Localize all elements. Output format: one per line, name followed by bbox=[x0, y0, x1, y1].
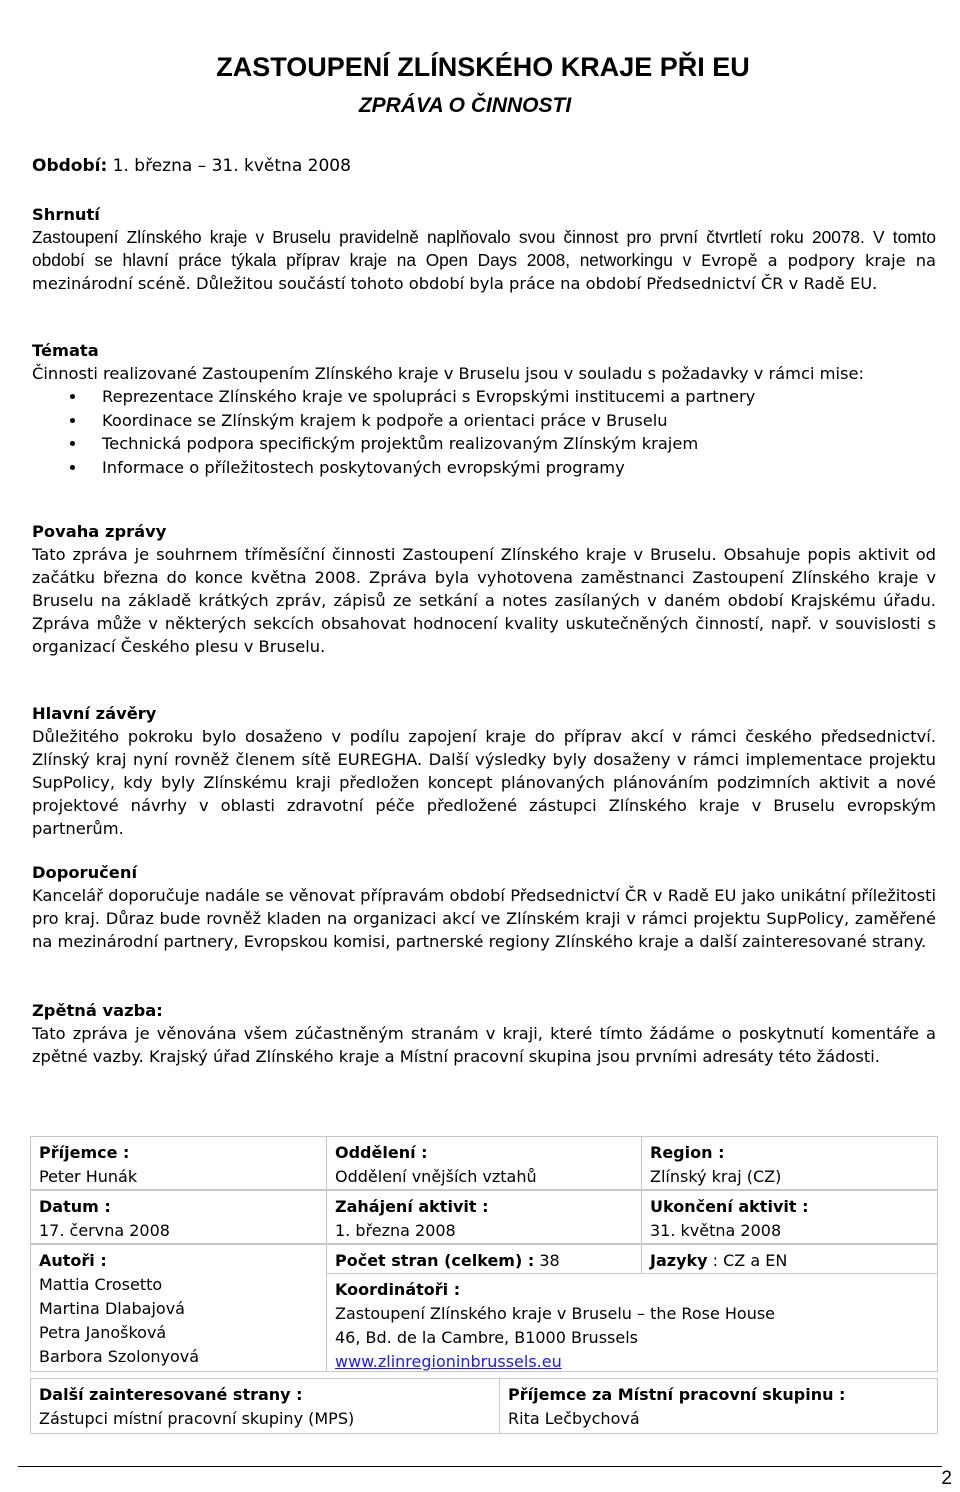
page-number: 2 bbox=[941, 1468, 952, 1489]
list-item: Technická podpora specifickým projektům realizovaným Zlínským krajem bbox=[32, 432, 936, 456]
period bbox=[32, 156, 351, 176]
conclusions-text: Důležitého pokroku bylo dosaženo v podílu zapojení kraje do příprav akcí v rámci českého předsednictví. Zlínský kraj nyní rovněž členem sítě EUREGHA. Další výsledky byly dosaženy v rámci implementace projektu SupPolicy, kdy byly Zlínskému kraji předložen koncept plánovaných plánováním podzimních aktivit a nové projektové návrhy v oblasti zdravotní péče předložené zástupci Zlínského kraje v Bruselu evropským partnerům. bbox=[32, 727, 936, 838]
stakeholders-cell: Další zainteresované strany : Zástupci místní pracovní skupiny (MPS) bbox=[30, 1378, 500, 1434]
department-cell: Oddělení : Oddělení vnějších vztahů bbox=[326, 1136, 642, 1190]
page-count-cell: Počet stran (celkem) : 38 bbox=[326, 1244, 642, 1274]
section-topics bbox=[32, 339, 936, 479]
recommendations-text: Kancelář doporučuje nadále se věnovat přípravám období Předsednictví ČR v Radě EU jako unikátní příležitosti pro kraj. Důraz bude rovněž kladen na organizaci akcí ve Zlínském kraji v rámci projektu SupPolicy, zaměřené na mezinárodní partnery, Evropskou komisi, partnerské regiony Zlínského kraje a další zainteresované strany. bbox=[32, 886, 936, 951]
coordinators-cell: Koordinátoři : Zastoupení Zlínského kraje v Bruselu – the Rose House 46, Bd. de la Cambre, B1000 Brussels www.zlinregioninbrussels.eu bbox=[326, 1273, 938, 1372]
end-cell: Ukončení aktivit : 31. května 2008 bbox=[641, 1190, 938, 1244]
section-report-nature bbox=[32, 520, 936, 658]
report-nature-text: Tato zpráva je souhrnem tříměsíční činnosti Zastoupení Zlínského kraje v Bruselu. Obsahuje popis aktivit od začátku března do konce května 2008. Zpráva byla vyhotovena zaměstnanci Zastoupení Zlínského kraje v Bruselu na základě krátkých zpráv, zápisů ze setkání a notes zasílaných v daném období Krajskému úřadu. Zpráva může v některých sekcích obsahovat hodnocení kvality uskutečněných činností, např. v souvislosti s organizací Českého plesu v Bruselu. bbox=[32, 545, 936, 656]
recommendations-heading: Doporučení bbox=[32, 863, 138, 882]
document-title: ZASTOUPENÍ ZLÍNSKÉHO KRAJE PŘI EU bbox=[216, 52, 750, 82]
mps-recipient-cell: Příjemce za Místní pracovní skupinu : Rita Lečbychová bbox=[499, 1378, 938, 1434]
recipient-cell: Příjemce : Peter Hunák bbox=[30, 1136, 327, 1190]
start-cell: Zahájení aktivit : 1. března 2008 bbox=[326, 1190, 642, 1244]
list-item: Informace o příležitostech poskytovaných evropskými programy bbox=[32, 456, 936, 480]
list-item: Reprezentace Zlínského kraje ve spolupráci s Evropskými institucemi a partnery bbox=[32, 385, 936, 409]
section-conclusions bbox=[32, 702, 936, 840]
document-subtitle: ZPRÁVA O ČINNOSTI bbox=[358, 94, 572, 117]
region-cell: Region : Zlínský kraj (CZ) bbox=[641, 1136, 938, 1190]
period-label: Období: bbox=[32, 156, 108, 176]
website-link[interactable]: www.zlinregioninbrussels.eu bbox=[335, 1352, 562, 1371]
topics-list bbox=[32, 385, 936, 479]
feedback-heading: Zpětná vazba: bbox=[32, 1001, 163, 1020]
list-item: Koordinace se Zlínským krajem k podpoře a orientaci práce v Bruselu bbox=[32, 409, 936, 433]
topics-intro: Činnosti realizované Zastoupením Zlínského kraje v Bruselu jsou v souladu s požadavky v rámci mise: bbox=[32, 364, 865, 383]
report-nature-heading: Povaha zprávy bbox=[32, 522, 167, 541]
period-value: 1. března – 31. května 2008 bbox=[107, 156, 351, 176]
footer-rule bbox=[18, 1466, 942, 1467]
summary-heading: Shrnutí bbox=[32, 205, 100, 224]
section-feedback bbox=[32, 999, 936, 1068]
summary-text: Zastoupení Zlínského kraje v Bruselu pravidelně naplňovalo svou činnost pro první čtvrtletí roku 20078. V tomto období se hlavní práce týkala příprav kraje na Open Days 2008, networkingu v Evropě a podpory kraje na mezinárodní scéně. Důležitou součástí tohoto období byla práce na období Předsednictví ČR v Radě EU. bbox=[32, 227, 936, 293]
topics-heading: Témata bbox=[32, 341, 99, 360]
section-summary bbox=[32, 203, 936, 295]
languages-cell: Jazyky : CZ a EN bbox=[641, 1244, 938, 1274]
conclusions-heading: Hlavní závěry bbox=[32, 704, 157, 723]
authors-cell: Autoři : Mattia Crosetto Martina Dlabajová Petra Janošková Barbora Szolonyová bbox=[30, 1244, 327, 1372]
section-recommendations bbox=[32, 861, 936, 953]
info-table bbox=[30, 1136, 938, 1464]
feedback-text: Tato zpráva je věnována všem zúčastněným stranám v kraji, které tímto žádáme o poskytnutí komentáře a zpětné vazby. Krajský úřad Zlínského kraje a Místní pracovní skupina jsou prvními adresáty této žádosti. bbox=[32, 1024, 936, 1066]
date-cell: Datum : 17. června 2008 bbox=[30, 1190, 327, 1244]
